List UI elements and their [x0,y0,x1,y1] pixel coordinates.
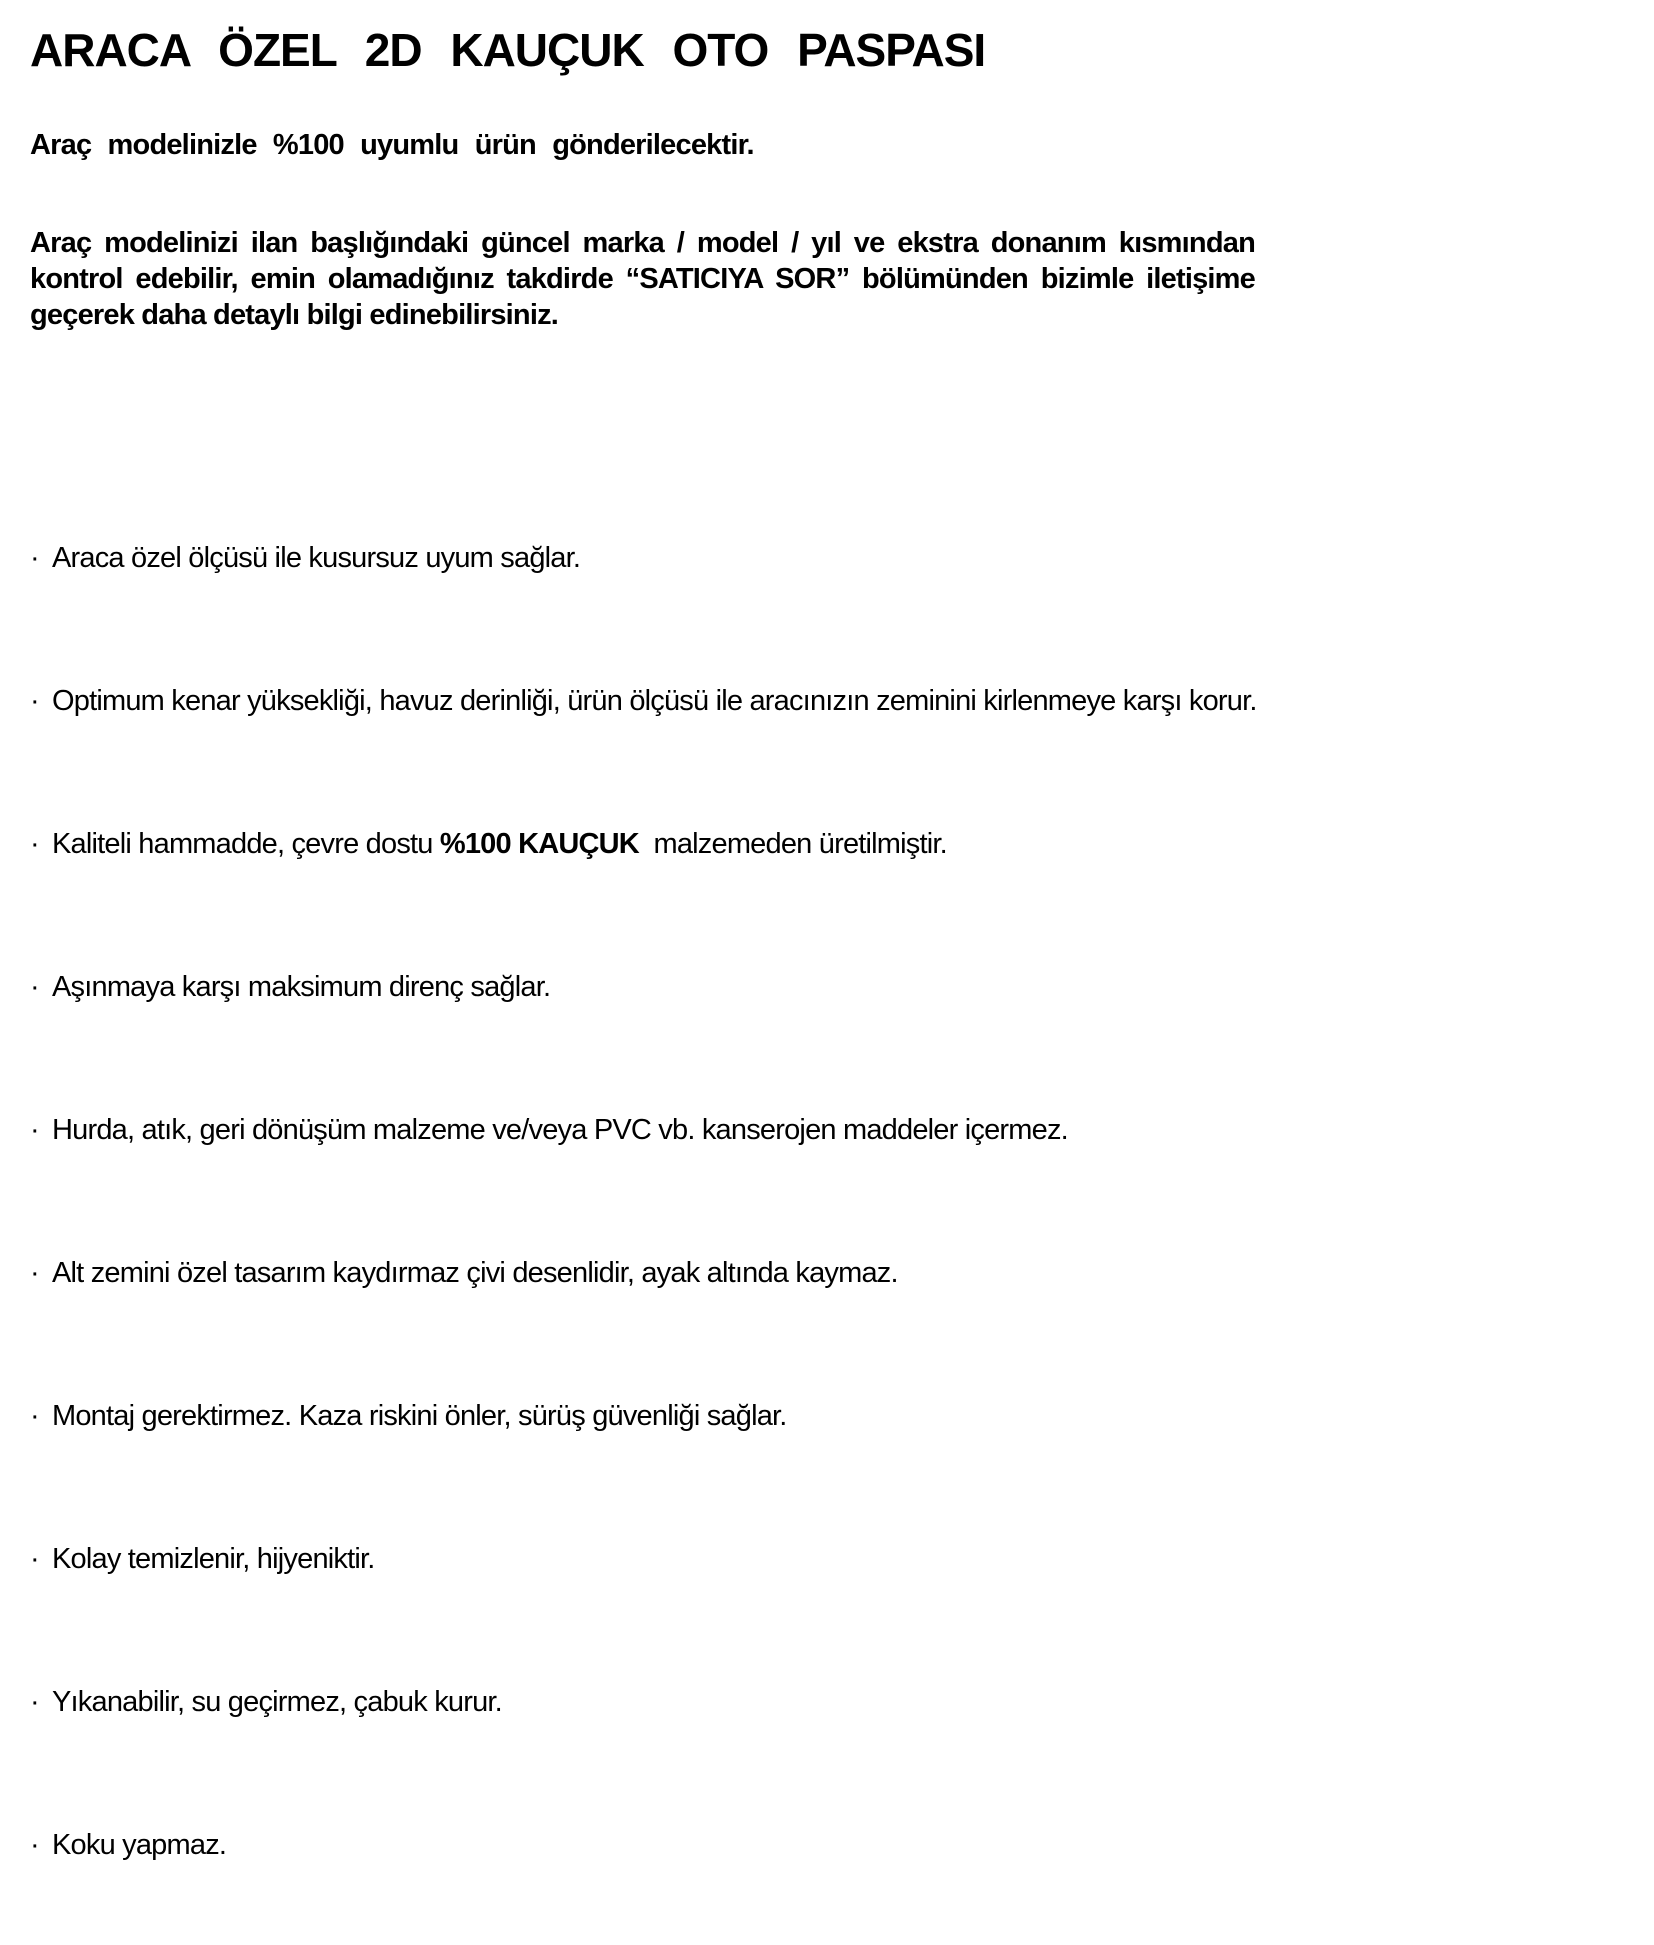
list-item-text: Montaj gerektirmez. Kaza riskini önler, sürüş güvenliği sağlar. [52,1400,787,1433]
bullet-marker: · [30,828,39,861]
list-item-text: Hurda, atık, geri dönüşüm malzeme ve/veya PVC vb. kanserojen maddeler içermez. [52,1114,1068,1147]
list-item-text: Araca özel ölçüsü ile kusursuz uyum sağlar. [52,542,581,575]
list-item-text-pre: Kaliteli hammadde, çevre dostu [52,828,440,861]
bullet-marker: · [30,685,39,718]
list-item [30,1541,1624,1577]
list-item [30,1112,1624,1148]
list-item [30,1827,1624,1863]
list-item [30,540,1624,576]
list-item [30,1684,1624,1720]
list-item-text: Alt zemini özel tasarım kaydırmaz çivi desenlidir, ayak altında kaymaz. [52,1257,898,1290]
list-item [30,969,1624,1005]
list-item [30,1398,1624,1434]
list-item [30,683,1624,719]
info-paragraph: Araç modelinizi ilan başlığındaki güncel marka / model / yıl ve ekstra donanım kısmından kontrol edebilir, emin olamadığınız takdirde “SATICIYA SOR” bölümünden bizimle iletişime geçerek daha detaylı bilgi edinebilirsiniz. [30,227,1255,332]
bullet-marker: · [30,1543,39,1576]
list-item-text [52,826,947,862]
bullet-marker: · [30,1114,39,1147]
compatibility-note: Araç modelinizle %100 uyumlu ürün gönderilecektir. [30,129,754,162]
list-item-text-post: malzemeden üretilmiştir. [638,828,947,861]
list-item-text: Aşınmaya karşı maksimum direnç sağlar. [52,971,551,1004]
list-item [30,1255,1624,1291]
page-title: ARACA ÖZEL 2D KAUÇUK OTO PASPASI [30,24,986,76]
list-item [30,826,1624,862]
bullet-marker: · [30,1829,39,1862]
feature-list [30,540,1624,1863]
bullet-marker: · [30,1400,39,1433]
bullet-marker: · [30,542,39,575]
list-item-text: Optimum kenar yüksekliği, havuz derinliği, ürün ölçüsü ile aracınızın zeminini kirlenmeye karşı korur. [52,685,1257,718]
list-item-text: Kolay temizlenir, hijyeniktir. [52,1543,375,1576]
list-item-text-bold: %100 KAUÇUK [439,828,639,861]
bullet-marker: · [30,971,39,1004]
list-item-text: Yıkanabilir, su geçirmez, çabuk kurur. [52,1686,502,1719]
list-item-text: Koku yapmaz. [52,1829,227,1862]
bullet-marker: · [30,1686,39,1719]
bullet-marker: · [30,1257,39,1290]
